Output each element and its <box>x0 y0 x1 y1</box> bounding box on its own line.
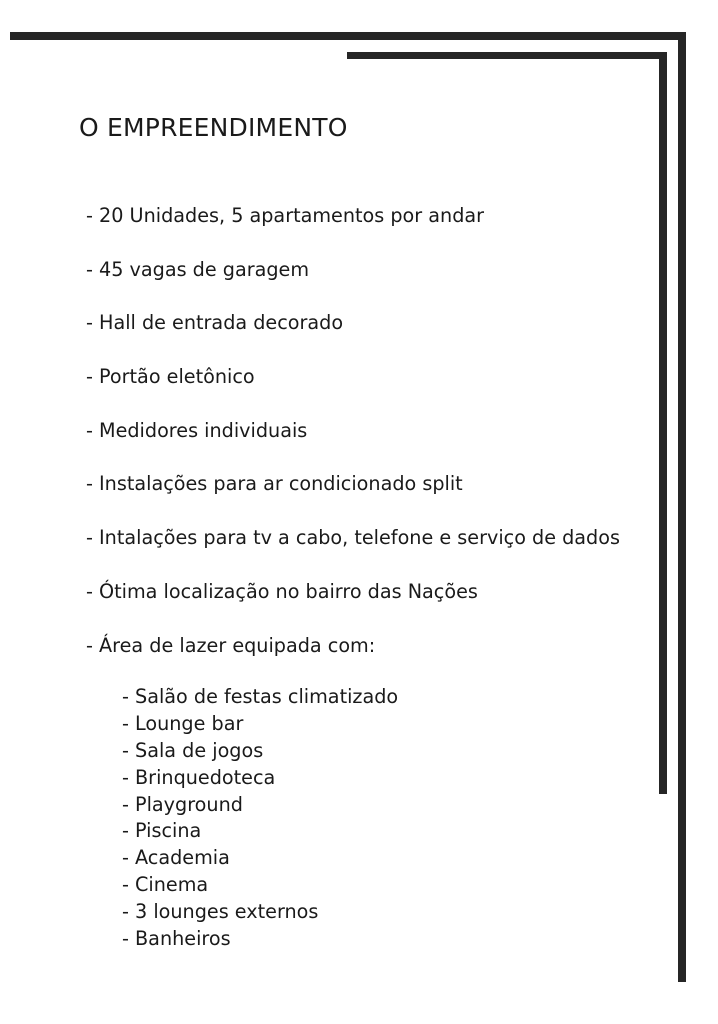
list-item: - Salão de festas climatizado <box>122 685 399 708</box>
frame-outer-top-line <box>10 32 686 40</box>
list-item: - Portão eletônico <box>86 365 255 389</box>
list-item: - Área de lazer equipada com: <box>86 633 376 657</box>
list-item: - Playground <box>122 792 243 816</box>
list-item: - Ótima localização no bairro das Nações <box>86 579 478 603</box>
page-title: O EMPREENDIMENTO <box>79 113 348 142</box>
frame-inner-top-line <box>347 52 667 59</box>
list-item: - 3 lounges externos <box>122 900 319 924</box>
list-item: - Banheiros <box>122 927 231 951</box>
list-item: - Instalações para ar condicionado split <box>86 472 463 496</box>
list-item: - 20 Unidades, 5 apartamentos por andar <box>86 204 485 227</box>
list-item: - Piscina <box>122 819 202 843</box>
amenity-list <box>122 684 398 953</box>
list-item: - Academia <box>122 846 230 870</box>
frame-outer-right-line <box>678 32 686 982</box>
list-item: - Sala de jogos <box>122 738 264 762</box>
list-item: - Cinema <box>122 873 209 897</box>
list-item: - Medidores individuais <box>86 418 308 442</box>
list-item: - Lounge bar <box>122 711 244 735</box>
list-item: - Intalações para tv a cabo, telefone e serviço de dados <box>86 526 620 550</box>
list-item: - 45 vagas de garagem <box>86 257 310 281</box>
list-item: - Brinquedoteca <box>122 765 276 789</box>
list-item: - Hall de entrada decorado <box>86 311 344 335</box>
feature-list <box>86 199 620 682</box>
frame-inner-right-line <box>659 52 667 794</box>
